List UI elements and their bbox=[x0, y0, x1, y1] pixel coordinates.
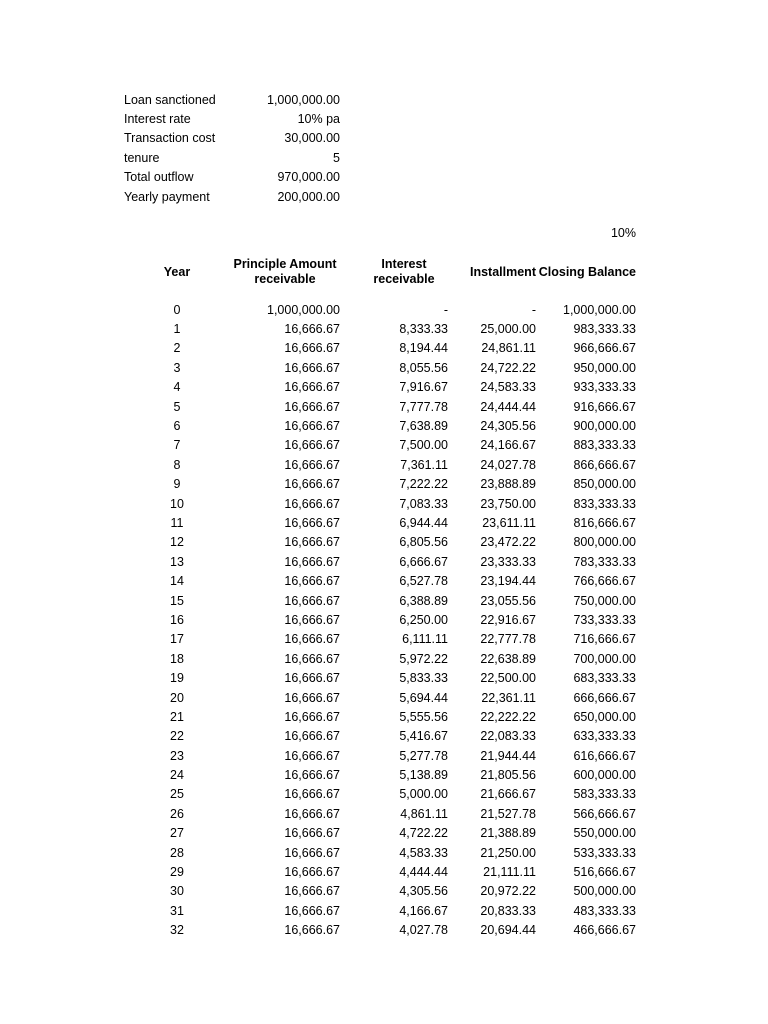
cell-interest: 8,333.33 bbox=[399, 322, 448, 337]
summary-value: 200,000.00 bbox=[277, 189, 340, 204]
cell-year: 21 bbox=[170, 709, 184, 724]
header-installment: Installment bbox=[470, 264, 536, 279]
cell-principle: 16,666.67 bbox=[284, 438, 340, 453]
cell-interest: 5,138.89 bbox=[399, 768, 448, 783]
cell-interest: 7,083.33 bbox=[399, 496, 448, 511]
cell-year: 28 bbox=[170, 845, 184, 860]
table-row bbox=[124, 319, 636, 338]
table-row bbox=[124, 436, 636, 455]
cell-closing-balance: 916,666.67 bbox=[573, 399, 636, 414]
cell-closing-balance: 633,333.33 bbox=[573, 729, 636, 744]
cell-installment: 21,111.11 bbox=[483, 865, 536, 880]
cell-interest: 8,194.44 bbox=[399, 341, 448, 356]
table-row bbox=[124, 727, 636, 746]
cell-closing-balance: 483,333.33 bbox=[573, 903, 636, 918]
cell-closing-balance: 700,000.00 bbox=[573, 651, 636, 666]
cell-closing-balance: 866,666.67 bbox=[573, 457, 636, 472]
cell-principle: 16,666.67 bbox=[284, 612, 340, 627]
cell-closing-balance: 533,333.33 bbox=[573, 845, 636, 860]
table-row bbox=[124, 882, 636, 901]
cell-interest: 5,972.22 bbox=[399, 651, 448, 666]
cell-year: 29 bbox=[170, 865, 184, 880]
cell-closing-balance: 733,333.33 bbox=[573, 612, 636, 627]
cell-interest: 7,222.22 bbox=[399, 477, 448, 492]
cell-interest: 7,916.67 bbox=[399, 380, 448, 395]
cell-year: 19 bbox=[170, 671, 184, 686]
cell-installment: 20,972.22 bbox=[480, 884, 536, 899]
cell-interest: - bbox=[443, 302, 448, 317]
cell-principle: 16,666.67 bbox=[284, 826, 340, 841]
cell-principle: 16,666.67 bbox=[284, 865, 340, 880]
table-row bbox=[124, 300, 636, 319]
cell-interest: 4,722.22 bbox=[399, 826, 448, 841]
cell-installment: 23,472.22 bbox=[480, 535, 536, 550]
summary-row bbox=[124, 187, 340, 206]
cell-year: 31 bbox=[170, 903, 184, 918]
summary-value: 30,000.00 bbox=[284, 131, 340, 146]
cell-closing-balance: 1,000,000.00 bbox=[563, 302, 636, 317]
cell-year: 30 bbox=[170, 884, 184, 899]
cell-installment: 22,777.78 bbox=[480, 632, 536, 647]
header-closing-balance: Closing Balance bbox=[538, 264, 636, 279]
cell-interest: 5,277.78 bbox=[399, 748, 448, 763]
cell-interest: 4,166.67 bbox=[399, 903, 448, 918]
cell-installment: 21,388.89 bbox=[480, 826, 536, 841]
table-row bbox=[124, 494, 636, 513]
cell-principle: 16,666.67 bbox=[284, 884, 340, 899]
cell-installment: 21,944.44 bbox=[480, 748, 536, 763]
cell-installment: 24,027.78 bbox=[480, 457, 536, 472]
cell-closing-balance: 966,666.67 bbox=[573, 341, 636, 356]
summary-label: Yearly payment bbox=[124, 189, 210, 204]
cell-year: 0 bbox=[173, 302, 181, 317]
table-row bbox=[124, 552, 636, 571]
rate-note: 10% bbox=[610, 226, 636, 240]
cell-closing-balance: 833,333.33 bbox=[573, 496, 636, 511]
cell-year: 9 bbox=[173, 477, 181, 492]
cell-interest: 5,416.67 bbox=[399, 729, 448, 744]
cell-principle: 16,666.67 bbox=[284, 923, 340, 938]
cell-closing-balance: 683,333.33 bbox=[573, 671, 636, 686]
cell-installment: 21,805.56 bbox=[480, 768, 536, 783]
summary-label: Loan sanctioned bbox=[124, 92, 216, 107]
summary-value: 1,000,000.00 bbox=[267, 92, 340, 107]
cell-closing-balance: 900,000.00 bbox=[573, 419, 636, 434]
cell-installment: 23,611.11 bbox=[482, 515, 536, 530]
cell-installment: 24,444.44 bbox=[480, 399, 536, 414]
table-row bbox=[124, 455, 636, 474]
cell-principle: 16,666.67 bbox=[284, 554, 340, 569]
table-row bbox=[124, 571, 636, 590]
cell-principle: 16,666.67 bbox=[284, 593, 340, 608]
cell-installment: 21,250.00 bbox=[480, 845, 536, 860]
table-row bbox=[124, 397, 636, 416]
table-row bbox=[124, 378, 636, 397]
cell-installment: 22,916.67 bbox=[480, 612, 536, 627]
cell-interest: 6,111.11 bbox=[402, 632, 448, 647]
cell-year: 25 bbox=[170, 787, 184, 802]
cell-interest: 4,583.33 bbox=[399, 845, 448, 860]
cell-year: 20 bbox=[170, 690, 184, 705]
table-row bbox=[124, 688, 636, 707]
cell-closing-balance: 750,000.00 bbox=[573, 593, 636, 608]
cell-installment: 24,166.67 bbox=[480, 438, 536, 453]
summary-label: tenure bbox=[124, 150, 160, 165]
cell-interest: 5,000.00 bbox=[399, 787, 448, 802]
cell-year: 7 bbox=[173, 438, 181, 453]
table-row bbox=[124, 475, 636, 494]
cell-interest: 5,694.44 bbox=[399, 690, 448, 705]
cell-principle: 16,666.67 bbox=[284, 341, 340, 356]
cell-interest: 4,861.11 bbox=[400, 806, 448, 821]
cell-principle: 16,666.67 bbox=[284, 709, 340, 724]
cell-closing-balance: 500,000.00 bbox=[573, 884, 636, 899]
cell-installment: 25,000.00 bbox=[480, 322, 536, 337]
table-row bbox=[124, 513, 636, 532]
cell-interest: 7,500.00 bbox=[399, 438, 448, 453]
cell-year: 27 bbox=[170, 826, 184, 841]
cell-installment: 20,833.33 bbox=[480, 903, 536, 918]
summary-row bbox=[124, 109, 340, 128]
cell-principle: 16,666.67 bbox=[284, 632, 340, 647]
summary-label: Interest rate bbox=[124, 112, 191, 127]
cell-year: 12 bbox=[170, 535, 184, 550]
header-year: Year bbox=[163, 264, 191, 279]
loan-summary bbox=[124, 90, 340, 206]
summary-value: 5 bbox=[333, 150, 340, 165]
cell-closing-balance: 650,000.00 bbox=[573, 709, 636, 724]
cell-interest: 4,305.56 bbox=[399, 884, 448, 899]
summary-value: 970,000.00 bbox=[277, 170, 340, 185]
table-row bbox=[124, 416, 636, 435]
cell-year: 23 bbox=[170, 748, 184, 763]
cell-principle: 16,666.67 bbox=[284, 457, 340, 472]
cell-interest: 6,527.78 bbox=[399, 574, 448, 589]
cell-interest: 6,805.56 bbox=[399, 535, 448, 550]
cell-year: 14 bbox=[170, 574, 184, 589]
cell-closing-balance: 800,000.00 bbox=[573, 535, 636, 550]
cell-closing-balance: 850,000.00 bbox=[573, 477, 636, 492]
cell-installment: 22,638.89 bbox=[480, 651, 536, 666]
cell-interest: 4,027.78 bbox=[399, 923, 448, 938]
table-row bbox=[124, 921, 636, 940]
header-principle: Principle Amount receivable bbox=[233, 257, 337, 286]
cell-principle: 1,000,000.00 bbox=[267, 302, 340, 317]
cell-installment: 23,888.89 bbox=[480, 477, 536, 492]
cell-year: 26 bbox=[170, 806, 184, 821]
summary-row bbox=[124, 168, 340, 187]
cell-principle: 16,666.67 bbox=[284, 845, 340, 860]
cell-installment: 23,194.44 bbox=[480, 574, 536, 589]
table-row bbox=[124, 339, 636, 358]
cell-principle: 16,666.67 bbox=[284, 729, 340, 744]
cell-closing-balance: 616,666.67 bbox=[573, 748, 636, 763]
cell-closing-balance: 466,666.67 bbox=[573, 923, 636, 938]
cell-installment: 24,722.22 bbox=[480, 360, 536, 375]
table-row bbox=[124, 707, 636, 726]
table-row bbox=[124, 668, 636, 687]
cell-installment: 23,333.33 bbox=[480, 554, 536, 569]
cell-interest: 7,777.78 bbox=[399, 399, 448, 414]
cell-year: 8 bbox=[173, 457, 181, 472]
cell-principle: 16,666.67 bbox=[284, 360, 340, 375]
cell-installment: 22,083.33 bbox=[480, 729, 536, 744]
cell-year: 13 bbox=[170, 554, 184, 569]
cell-closing-balance: 666,666.67 bbox=[573, 690, 636, 705]
cell-year: 24 bbox=[170, 768, 184, 783]
cell-installment: 22,361.11 bbox=[481, 690, 536, 705]
cell-principle: 16,666.67 bbox=[284, 496, 340, 511]
table-row bbox=[124, 824, 636, 843]
cell-principle: 16,666.67 bbox=[284, 477, 340, 492]
cell-closing-balance: 516,666.67 bbox=[573, 865, 636, 880]
summary-row bbox=[124, 90, 340, 109]
cell-closing-balance: 550,000.00 bbox=[573, 826, 636, 841]
summary-row bbox=[124, 129, 340, 148]
summary-label: Transaction cost bbox=[124, 131, 216, 146]
cell-year: 1 bbox=[173, 322, 181, 337]
table-body bbox=[124, 300, 636, 940]
cell-principle: 16,666.67 bbox=[284, 322, 340, 337]
cell-year: 3 bbox=[173, 360, 181, 375]
cell-year: 15 bbox=[170, 593, 184, 608]
cell-principle: 16,666.67 bbox=[284, 787, 340, 802]
cell-installment: 22,222.22 bbox=[480, 709, 536, 724]
cell-year: 6 bbox=[173, 419, 181, 434]
table-row bbox=[124, 358, 636, 377]
cell-principle: 16,666.67 bbox=[284, 535, 340, 550]
cell-principle: 16,666.67 bbox=[284, 651, 340, 666]
cell-year: 22 bbox=[170, 729, 184, 744]
table-row bbox=[124, 862, 636, 881]
cell-installment: 23,750.00 bbox=[480, 496, 536, 511]
table-row bbox=[124, 746, 636, 765]
table-row bbox=[124, 765, 636, 784]
cell-interest: 6,250.00 bbox=[399, 612, 448, 627]
cell-closing-balance: 766,666.67 bbox=[573, 574, 636, 589]
cell-interest: 5,555.56 bbox=[399, 709, 448, 724]
table-row bbox=[124, 785, 636, 804]
repayment-schedule-table bbox=[124, 256, 636, 940]
cell-interest: 6,388.89 bbox=[399, 593, 448, 608]
cell-closing-balance: 983,333.33 bbox=[573, 322, 636, 337]
table-row bbox=[124, 804, 636, 823]
cell-interest: 4,444.44 bbox=[399, 865, 448, 880]
cell-closing-balance: 716,666.67 bbox=[573, 632, 636, 647]
table-row bbox=[124, 630, 636, 649]
table-header bbox=[124, 256, 636, 288]
header-interest: Interest receivable bbox=[373, 257, 435, 286]
cell-installment: 23,055.56 bbox=[480, 593, 536, 608]
cell-principle: 16,666.67 bbox=[284, 399, 340, 414]
cell-principle: 16,666.67 bbox=[284, 419, 340, 434]
cell-installment: 21,527.78 bbox=[480, 806, 536, 821]
cell-principle: 16,666.67 bbox=[284, 690, 340, 705]
cell-year: 5 bbox=[173, 399, 181, 414]
cell-principle: 16,666.67 bbox=[284, 748, 340, 763]
cell-closing-balance: 600,000.00 bbox=[573, 768, 636, 783]
cell-principle: 16,666.67 bbox=[284, 903, 340, 918]
cell-year: 32 bbox=[170, 923, 184, 938]
cell-installment: 20,694.44 bbox=[480, 923, 536, 938]
cell-closing-balance: 933,333.33 bbox=[573, 380, 636, 395]
cell-interest: 5,833.33 bbox=[399, 671, 448, 686]
cell-interest: 6,666.67 bbox=[399, 554, 448, 569]
cell-installment: 24,861.11 bbox=[481, 341, 536, 356]
cell-closing-balance: 783,333.33 bbox=[573, 554, 636, 569]
cell-principle: 16,666.67 bbox=[284, 806, 340, 821]
cell-closing-balance: 883,333.33 bbox=[573, 438, 636, 453]
cell-year: 16 bbox=[170, 612, 184, 627]
cell-installment: - bbox=[531, 302, 536, 317]
table-row bbox=[124, 843, 636, 862]
cell-interest: 7,361.11 bbox=[400, 457, 448, 472]
cell-year: 17 bbox=[170, 632, 184, 647]
cell-year: 10 bbox=[170, 496, 184, 511]
cell-principle: 16,666.67 bbox=[284, 768, 340, 783]
cell-interest: 8,055.56 bbox=[399, 360, 448, 375]
cell-principle: 16,666.67 bbox=[284, 380, 340, 395]
table-row bbox=[124, 901, 636, 920]
cell-year: 18 bbox=[170, 651, 184, 666]
summary-value: 10% pa bbox=[297, 112, 340, 127]
cell-principle: 16,666.67 bbox=[284, 574, 340, 589]
cell-year: 11 bbox=[170, 515, 184, 530]
cell-interest: 7,638.89 bbox=[399, 419, 448, 434]
cell-interest: 6,944.44 bbox=[399, 515, 448, 530]
cell-year: 4 bbox=[173, 380, 181, 395]
cell-installment: 22,500.00 bbox=[480, 671, 536, 686]
cell-installment: 24,583.33 bbox=[480, 380, 536, 395]
cell-principle: 16,666.67 bbox=[284, 671, 340, 686]
cell-closing-balance: 583,333.33 bbox=[573, 787, 636, 802]
cell-installment: 24,305.56 bbox=[480, 419, 536, 434]
table-row bbox=[124, 533, 636, 552]
cell-year: 2 bbox=[173, 341, 181, 356]
table-row bbox=[124, 610, 636, 629]
summary-row bbox=[124, 148, 340, 167]
table-row bbox=[124, 649, 636, 668]
cell-closing-balance: 950,000.00 bbox=[573, 360, 636, 375]
cell-closing-balance: 816,666.67 bbox=[573, 515, 636, 530]
summary-label: Total outflow bbox=[124, 170, 194, 185]
cell-principle: 16,666.67 bbox=[284, 515, 340, 530]
cell-closing-balance: 566,666.67 bbox=[573, 806, 636, 821]
table-row bbox=[124, 591, 636, 610]
cell-installment: 21,666.67 bbox=[480, 787, 536, 802]
